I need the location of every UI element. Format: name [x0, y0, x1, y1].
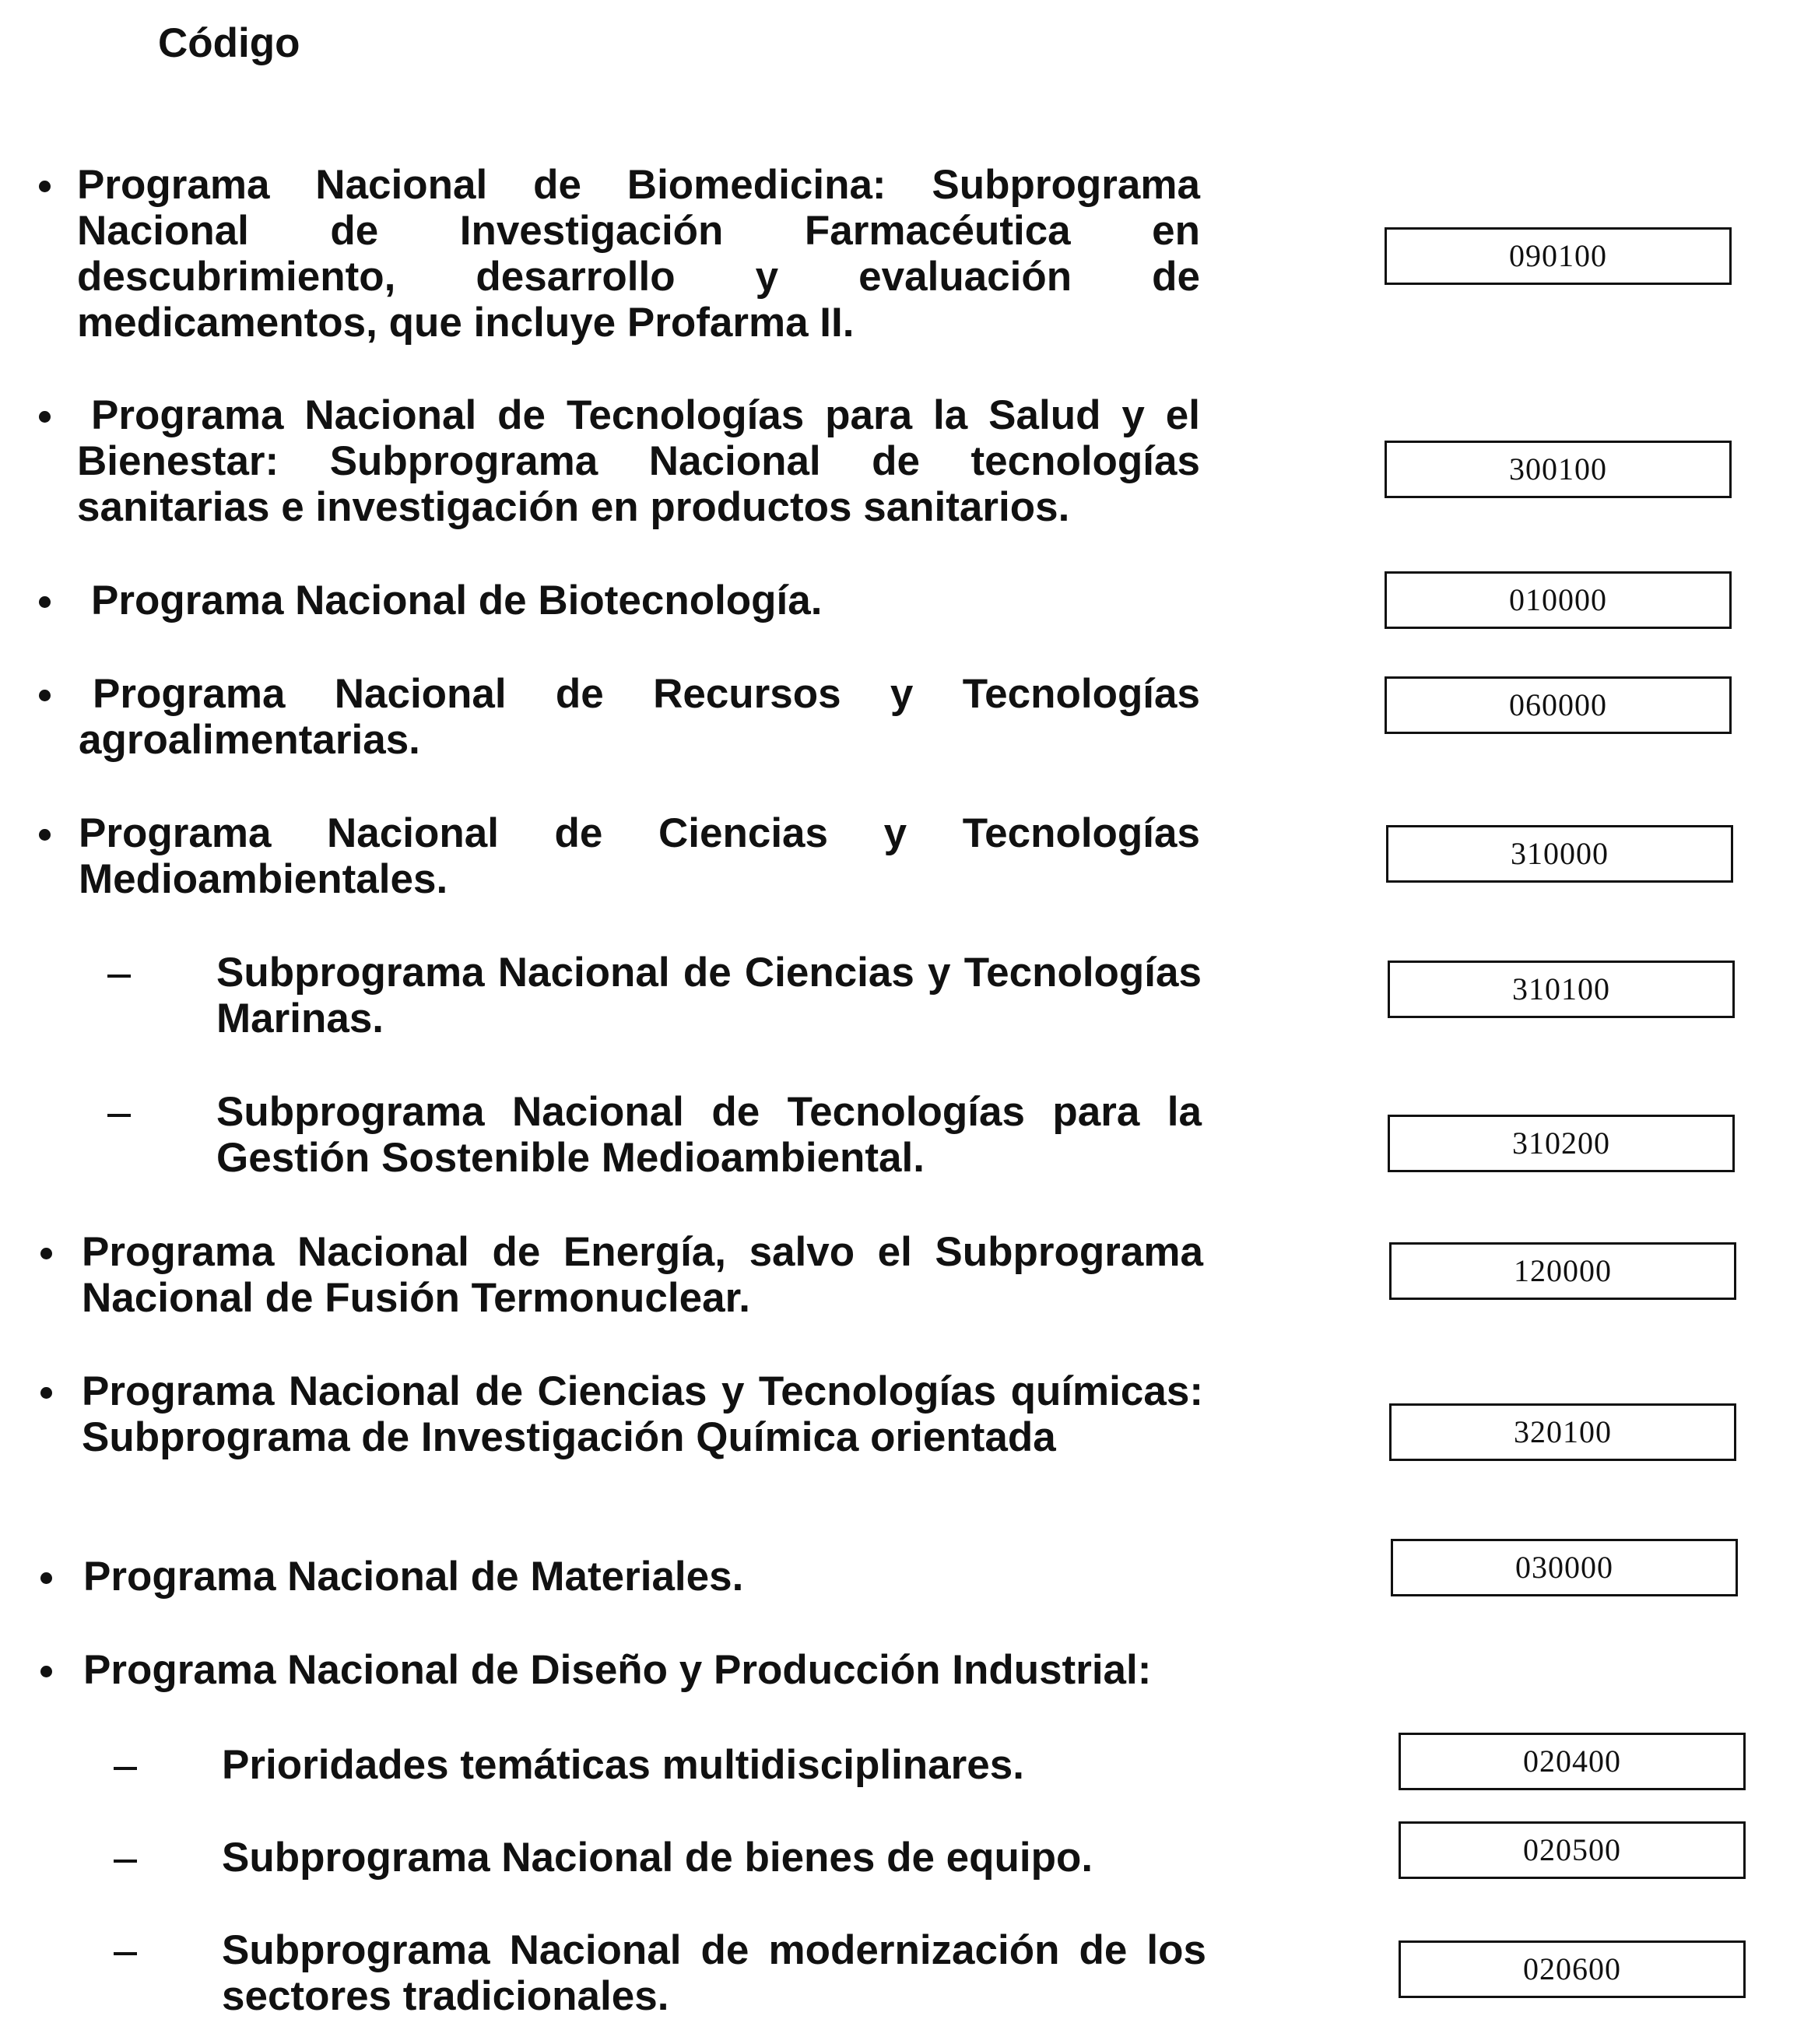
list-item-text: Subprograma Nacional de Ciencias y Tecnologías Marinas. [216, 950, 1202, 1041]
list-item-text: Programa Nacional de Ciencias y Tecnologías químicas: Subprograma de Investigación Química orientada [82, 1368, 1203, 1460]
code-box: 010000 [1385, 571, 1732, 629]
bullet-icon [40, 1666, 52, 1677]
page-heading: Código [158, 20, 300, 66]
bullet-icon [40, 1387, 52, 1399]
bullet-icon [39, 181, 51, 192]
list-item-text: Programa Nacional de Energía, salvo el Subprograma Nacional de Fusión Termonuclear. [82, 1229, 1203, 1321]
list-item-text: Programa Nacional de Biotecnología. [91, 578, 823, 623]
code-box: 030000 [1391, 1539, 1738, 1596]
code-box: 320100 [1389, 1403, 1736, 1461]
list-item-text: Programa Nacional de Ciencias y Tecnologías Medioambientales. [79, 810, 1200, 902]
bullet-icon [40, 1248, 52, 1259]
bullet-icon [39, 829, 51, 841]
list-item-text: Subprograma Nacional de modernización de los sectores tradicionales. [222, 1927, 1206, 2019]
bullet-icon [39, 596, 51, 608]
code-box: 020500 [1399, 1821, 1746, 1879]
dash-icon [114, 1767, 137, 1770]
bullet-icon [39, 690, 51, 701]
list-item-text: Programa Nacional de Diseño y Producción Industrial: [83, 1647, 1152, 1693]
code-box: 020400 [1399, 1733, 1746, 1790]
code-box: 310000 [1386, 825, 1733, 883]
code-box: 090100 [1385, 227, 1732, 285]
list-item-text: Programa Nacional de Tecnologías para la Salud y el Bienestar: Subprograma Nacional de tecnologías sanitarias e investigación en productos sanitarios. [77, 392, 1200, 530]
code-box: 060000 [1385, 676, 1732, 734]
dash-icon [114, 1952, 137, 1955]
list-item-text: Subprograma Nacional de bienes de equipo. [222, 1835, 1093, 1881]
dash-icon [114, 1860, 137, 1863]
code-box: 120000 [1389, 1242, 1736, 1300]
bullet-icon [39, 411, 51, 423]
list-item-text: Programa Nacional de Materiales. [83, 1554, 744, 1600]
list-item-text: Prioridades temáticas multidisciplinares. [222, 1742, 1024, 1788]
list-item-text: Programa Nacional de Recursos y Tecnologías agroalimentarias. [79, 671, 1200, 763]
code-box: 300100 [1385, 441, 1732, 498]
code-box: 310200 [1388, 1115, 1735, 1172]
list-item-text: Programa Nacional de Biomedicina: Subprograma Nacional de Investigación Farmacéutica en descubrimiento, desarrollo y evaluación de medicamentos, que incluye Profarma II. [77, 162, 1200, 346]
dash-icon [107, 1114, 131, 1117]
code-box: 020600 [1399, 1940, 1746, 1998]
bullet-icon [40, 1572, 52, 1584]
dash-icon [107, 975, 131, 978]
code-box: 310100 [1388, 961, 1735, 1018]
list-item-text: Subprograma Nacional de Tecnologías para la Gestión Sostenible Medioambiental. [216, 1089, 1202, 1181]
